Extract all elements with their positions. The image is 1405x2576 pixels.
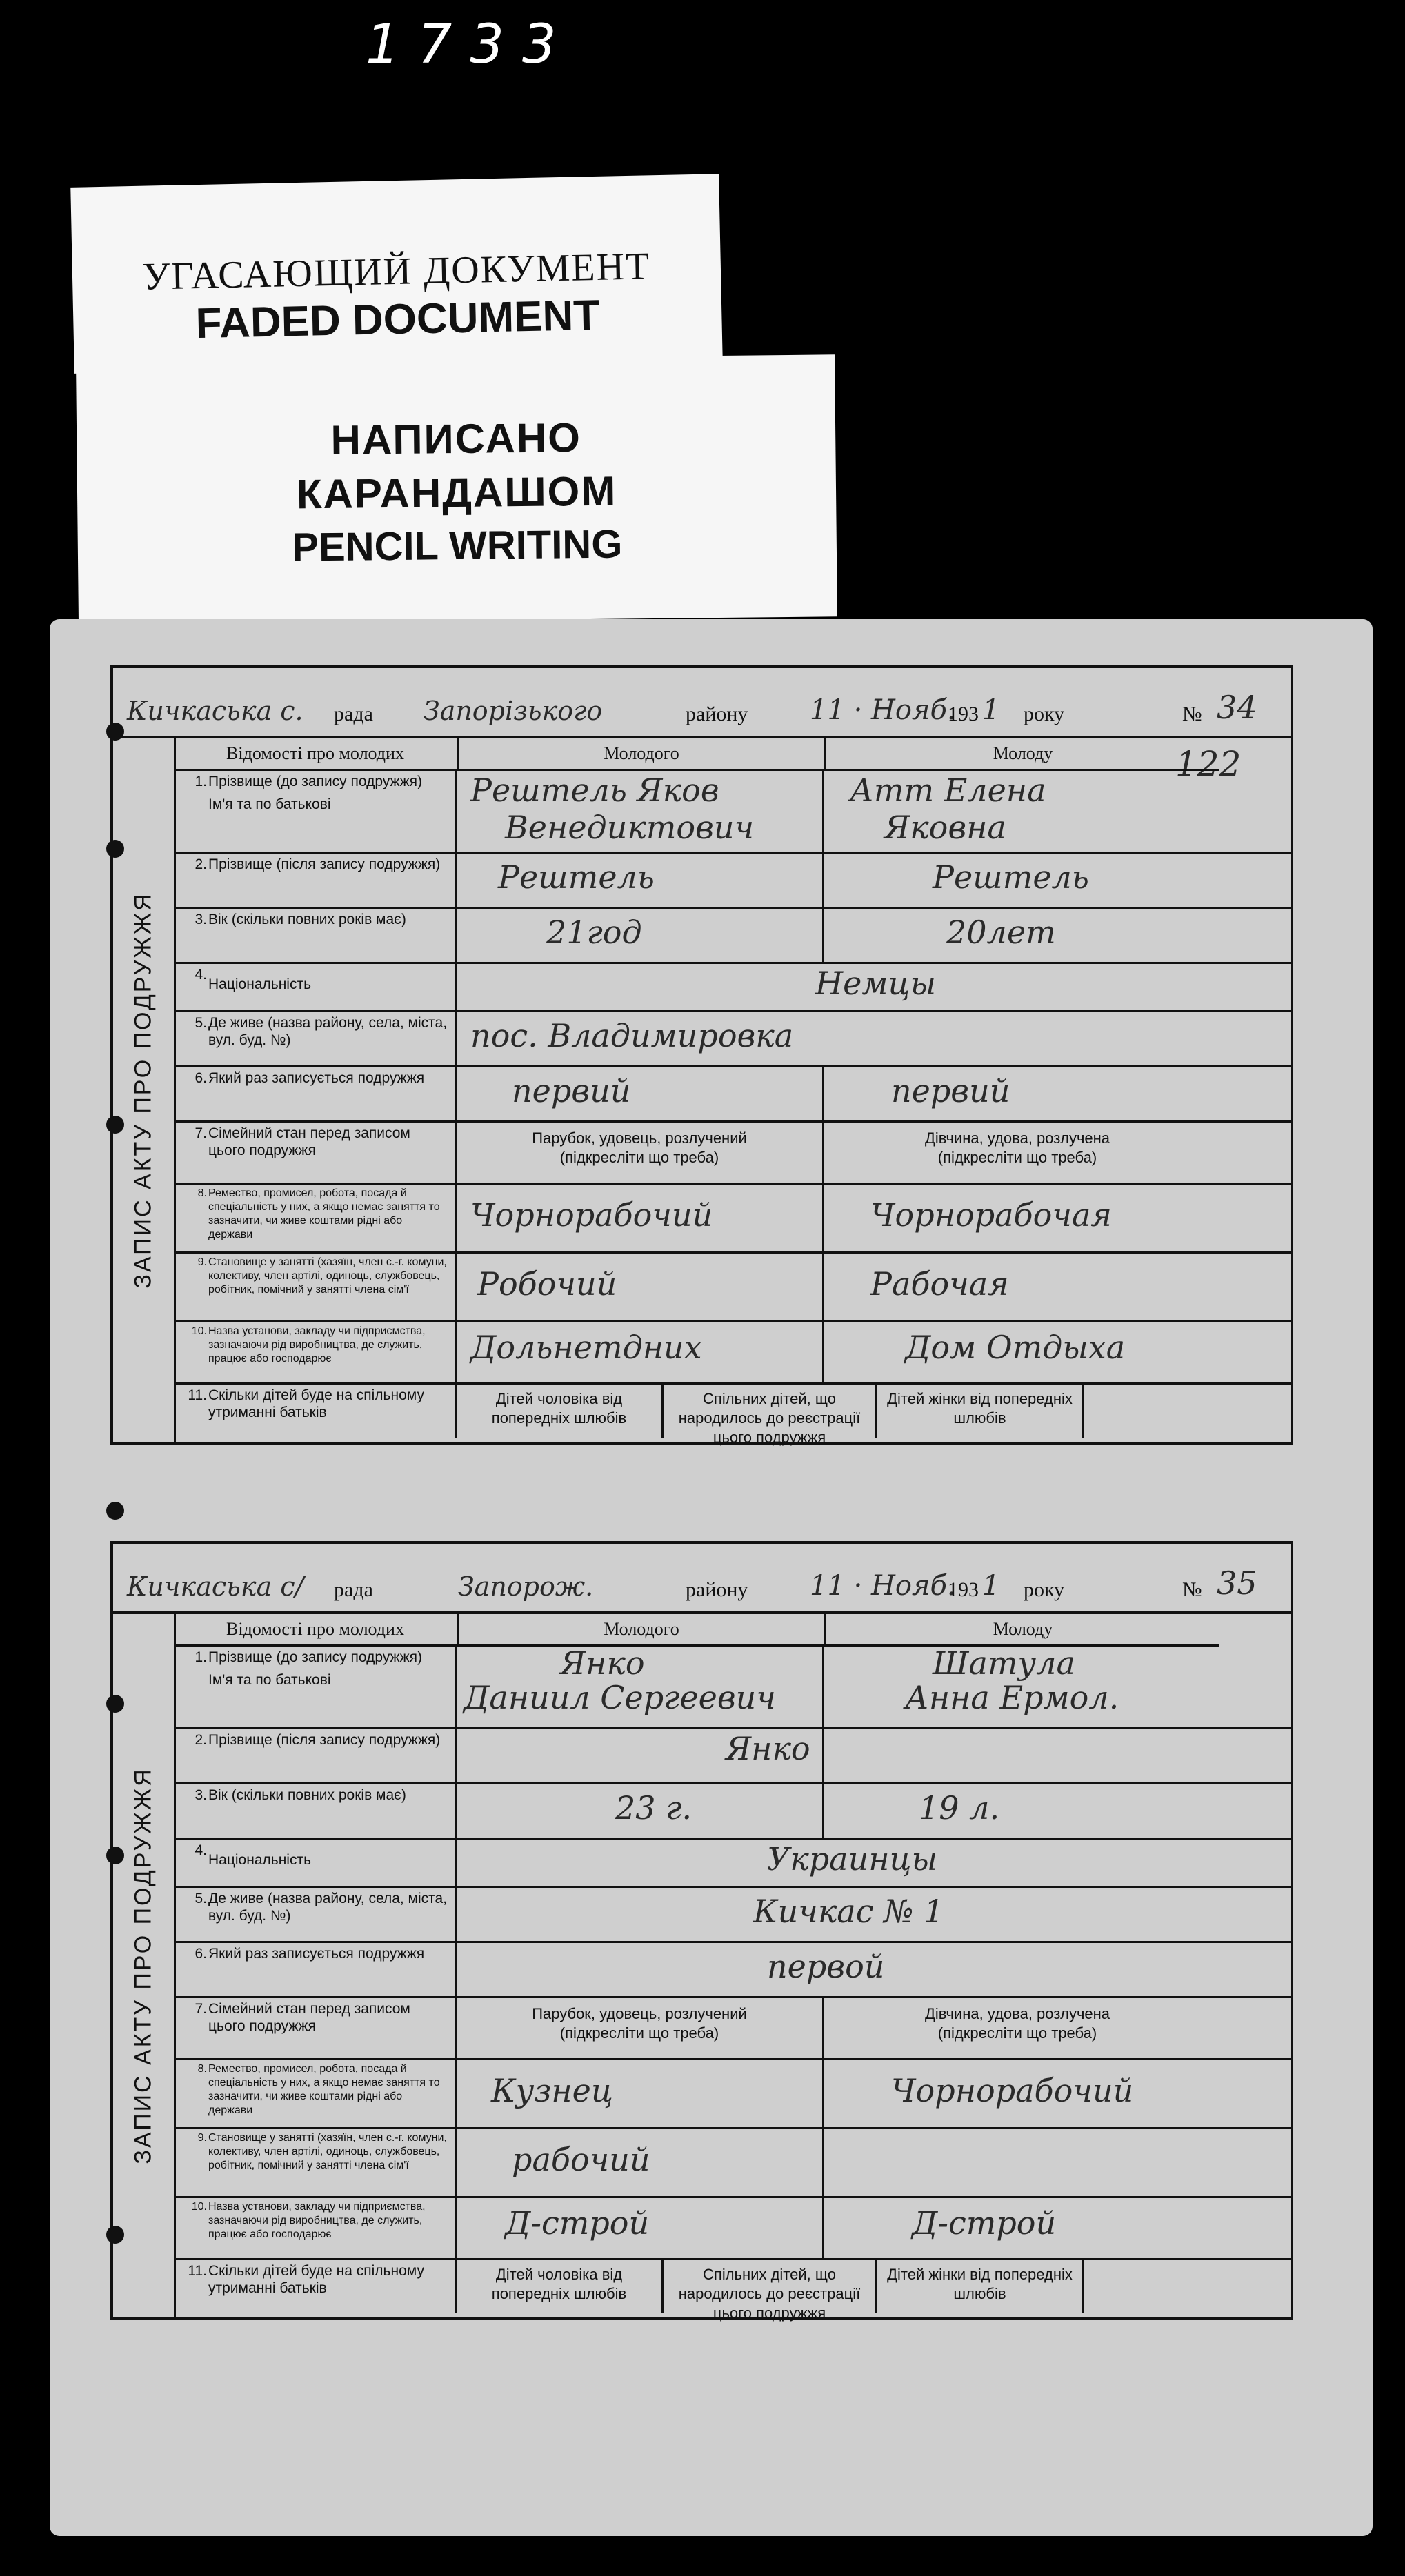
groom-surname-after: Рештель xyxy=(498,858,655,896)
q3-label: Вік (скільки повних років має) xyxy=(208,1787,406,1803)
row-8: 8. Ремество, промисел, робота, посада й спеціальність у них, а якщо немає заняття то зазначити, чи живе коштами рідні або держави Кузнец Чорнорабочий xyxy=(174,2058,1291,2129)
row-3: 3. Вік (скільки повних років має) 21год 20лет xyxy=(174,907,1291,964)
number-sign: № xyxy=(1182,1578,1202,1601)
year-digit: 1 xyxy=(982,694,1000,726)
pencil-label-en: PENCIL WRITING xyxy=(291,521,623,570)
village-council: Кичкаська с. xyxy=(127,696,303,726)
row-2: 2. Прізвище (після запису подружжя) Янко xyxy=(174,1727,1291,1784)
bride-times: первий xyxy=(891,1072,1010,1109)
q4-label: Національність xyxy=(208,976,312,992)
q2-label: Прізвище (після запису подружжя) xyxy=(208,1732,441,1748)
number-sign: № xyxy=(1182,703,1202,725)
year-label: 193 xyxy=(948,1578,979,1601)
col-info: Відомості про молодих xyxy=(174,1614,459,1647)
q8-label: Ремество, промисел, робота, посада й спеціальність у них, а якщо немає заняття то зазначити, чи живе коштами рідні або держави xyxy=(208,2063,440,2116)
q7-bride-options: Дівчина, удова, розлучена xyxy=(924,2005,1110,2022)
col-info: Відомості про молодих xyxy=(174,738,459,771)
groom-name: Даниил Сергеевич xyxy=(464,1679,776,1716)
q4-label: Національність xyxy=(208,1852,312,1868)
year-label: 193 xyxy=(948,703,979,725)
binding-hole xyxy=(106,1502,124,1520)
q1-label: Прізвище (до запису подружжя) xyxy=(208,1649,422,1665)
nationality: Украинцы xyxy=(767,1840,938,1878)
q7-groom-options: Парубок, удовець, розлучений xyxy=(532,2005,747,2022)
record-date: 11 · Нояб. xyxy=(810,694,956,726)
q1b-label: Ім'я та по батькові xyxy=(208,796,331,812)
q7-note: (підкресліти що треба) xyxy=(937,2024,1097,2042)
rada-label: рада xyxy=(334,1578,373,1601)
q7-note: (підкресліти що треба) xyxy=(559,2024,719,2042)
row-9: 9. Становище у занятті (хазяїн, член с.-г. комуни, колективу, член артілі, одиноць, службовець, робітник, помічний у занятті члена сім'ї рабочий xyxy=(174,2127,1291,2198)
groom-surname-after: Янко xyxy=(726,1730,810,1767)
district: Запорож. xyxy=(458,1571,594,1602)
row-4: 4. Національність Немцы xyxy=(174,962,1291,1012)
groom-name: Венедиктович xyxy=(505,809,755,846)
q11-a: Дітей чоловіка від попередніх шлюбів xyxy=(457,2258,664,2313)
side-title xyxy=(113,1614,176,2317)
row-4: 4. Національність Украинцы xyxy=(174,1838,1291,1888)
q2-label: Прізвище (після запису подружжя) xyxy=(208,856,441,872)
side-title-text: ЗАПИС АКТУ ПРО ПОДРУЖЖЯ xyxy=(130,892,157,1289)
q9-label: Становище у занятті (хазяїн, член с.-г. комуни, колективу, член артілі, одиноць, службовець, робітник, помічний у занятті члена сім'ї xyxy=(208,2132,447,2171)
pencil-label-ru2: КАРАНДАШОМ xyxy=(296,467,617,518)
row-7: 7. Сімейний стан перед записом цього подружжя Парубок, удовець, розлучений (підкресліти що треба) Дівчина, удова, розлучена (підкресліти що треба) xyxy=(174,1120,1291,1185)
roku-label: року xyxy=(1024,703,1065,725)
q10-label: Назва установи, закладу чи підприємства, зазначаючи рід виробництва, де служить, працює або господарює xyxy=(208,2201,426,2240)
bride-age: 19 л. xyxy=(919,1789,1000,1827)
faded-label-en: FADED DOCUMENT xyxy=(195,291,600,348)
q11-a: Дітей чоловіка від попередніх шлюбів xyxy=(457,1382,664,1438)
groom-age: 23 г. xyxy=(615,1789,692,1827)
faded-label-ru: УГАСАЮЩИЙ ДОКУМЕНТ xyxy=(142,245,651,299)
residence: Кичкас № 1 xyxy=(753,1893,944,1930)
record-table xyxy=(110,736,1293,1445)
q8-label: Ремество, промисел, робота, посада й спеціальність у них, а якщо немає заняття то зазначити, чи живе коштами рідні або держави xyxy=(208,1187,440,1240)
bride-workplace: Дом Отдыха xyxy=(905,1329,1126,1366)
nationality: Немцы xyxy=(815,965,937,1002)
row-10: 10. Назва установи, закладу чи підприємства, зазначаючи рід виробництва, де служить, працює або господарює Дольнетдних Дом Отдыха xyxy=(174,1320,1291,1385)
q7-label: Сімейний стан перед записом цього подружжя xyxy=(208,2001,410,2034)
groom-occupation: Чорнорабочий xyxy=(470,1196,713,1234)
col-groom: Молодого xyxy=(459,738,826,771)
q7-bride-options: Дівчина, удова, розлучена xyxy=(924,1129,1110,1147)
raion-label: району xyxy=(686,703,748,725)
q7-note: (підкресліти що треба) xyxy=(559,1149,719,1166)
times: первой xyxy=(767,1948,885,1985)
q7-label: Сімейний стан перед записом цього подружжя xyxy=(208,1125,410,1158)
q11-b: Спільних дітей, що народилось до реєстрації цього подружжя xyxy=(664,1382,877,1438)
groom-surname: Рештель Яков xyxy=(470,772,719,809)
bride-age: 20лет xyxy=(946,914,1056,951)
pencil-writing-label xyxy=(76,354,837,624)
pencil-label-ru1: НАПИСАНО xyxy=(330,414,582,463)
col-bride: Молоду xyxy=(826,738,1219,771)
roku-label: року xyxy=(1024,1578,1065,1601)
bride-surname-after: Рештель xyxy=(933,858,1089,896)
row-7: 7. Сімейний стан перед записом цього подружжя Парубок, удовець, розлучений (підкресліти що треба) Дівчина, удова, розлучена (підкресліти що треба) xyxy=(174,1996,1291,2060)
groom-age: 21год xyxy=(546,914,642,951)
row-11: 11. Скільки дітей буде на спільному утриманні батьків Дітей чоловіка від попередніх шлюбів Спільних дітей, що народилось до реєстрації цього подружжя Дітей жінки від попередніх шлюбів xyxy=(174,1382,1291,1438)
groom-occupation: Кузнец xyxy=(491,2072,613,2109)
q5-label: Де живе (назва району, села, міста, вул. буд. №) xyxy=(208,1891,448,1924)
bride-occupation: Чорнорабочий xyxy=(891,2072,1134,2109)
row-9: 9. Становище у занятті (хазяїн, член с.-г. комуни, колективу, член артілі, одиноць, службовець, робітник, помічний у занятті члена сім'ї Робочий Рабочая xyxy=(174,1251,1291,1322)
side-title-text: ЗАПИС АКТУ ПРО ПОДРУЖЖЯ xyxy=(130,1767,157,2164)
q6-label: Який раз записується подружжя xyxy=(208,1070,425,1086)
q7-groom-options: Парубок, удовець, розлучений xyxy=(532,1129,747,1147)
row-8: 8. Ремество, промисел, робота, посада й спеціальність у них, а якщо немає заняття то зазначити, чи живе коштами рідні або держави Чорнорабочий Чорнорабочая xyxy=(174,1183,1291,1254)
groom-workplace: Дольнетдних xyxy=(470,1329,702,1366)
record-number: 35 xyxy=(1217,1564,1257,1602)
col-groom: Молодого xyxy=(459,1614,826,1647)
row-3: 3. Вік (скільки повних років має) 23 г. 19 л. xyxy=(174,1782,1291,1840)
year-digit: 1 xyxy=(982,1570,1000,1602)
archive-number: 1733 xyxy=(366,14,575,76)
bride-surname: Атт Елена xyxy=(850,772,1046,809)
row-10: 10. Назва установи, закладу чи підприємства, зазначаючи рід виробництва, де служить, працює або господарює Д-строй Д-строй xyxy=(174,2196,1291,2260)
rada-label: рада xyxy=(334,703,373,725)
village-council: Кичкаська с/ xyxy=(127,1571,304,1602)
record-date: 11 · Нояб. xyxy=(810,1570,956,1602)
marriage-record-35 xyxy=(110,1541,1293,2320)
row-6: 6. Який раз записується подружжя первий первий xyxy=(174,1065,1291,1123)
q3-label: Вік (скільки повних років має) xyxy=(208,912,406,927)
record-table xyxy=(110,1611,1293,2320)
margin-note: 122 xyxy=(1175,744,1242,784)
col-bride: Молоду xyxy=(826,1614,1219,1647)
raion-label: району xyxy=(686,1578,748,1601)
row-5: 5. Де живе (назва району, села, міста, вул. буд. №) пос. Владимировка xyxy=(174,1010,1291,1067)
q11-c: Дітей жінки від попередніх шлюбів xyxy=(877,2258,1084,2313)
q7-note: (підкресліти що треба) xyxy=(937,1149,1097,1166)
groom-workplace: Д-строй xyxy=(505,2204,650,2242)
record-number: 34 xyxy=(1217,689,1257,726)
q6-label: Який раз записується подружжя xyxy=(208,1946,425,1962)
groom-surname: Янко xyxy=(560,1644,645,1682)
q11-c: Дітей жінки від попередніх шлюбів xyxy=(877,1382,1084,1438)
q1b-label: Ім'я та по батькові xyxy=(208,1672,331,1688)
q10-label: Назва установи, закладу чи підприємства, зазначаючи рід виробництва, де служить, працює або господарює xyxy=(208,1325,426,1365)
bride-name: Яковна xyxy=(884,809,1006,846)
bride-name: Анна Ермол. xyxy=(905,1679,1119,1716)
row-1: 1. Прізвище (до запису подружжя) Ім'я та по батькові Янко Даниил Сергеевич Шатула Анна Ермол. xyxy=(174,1644,1291,1729)
bride-occupation: Чорнорабочая xyxy=(870,1196,1112,1234)
q5-label: Де живе (назва району, села, міста, вул. буд. №) xyxy=(208,1015,448,1048)
bride-workplace: Д-строй xyxy=(912,2204,1057,2242)
row-5: 5. Де живе (назва району, села, міста, вул. буд. №) Кичкас № 1 xyxy=(174,1886,1291,1943)
row-1: 1. Прізвище (до запису подружжя) Ім'я та по батькові Рештель Яков Венедиктович Атт Елена Яковна xyxy=(174,769,1291,854)
groom-status: Робочий xyxy=(477,1265,617,1302)
marriage-record-34 xyxy=(110,665,1293,1445)
groom-status: рабочий xyxy=(512,2141,650,2178)
row-11: 11. Скільки дітей буде на спільному утриманні батьків Дітей чоловіка від попередніх шлюбів Спільних дітей, що народилось до реєстрації цього подружжя Дітей жінки від попередніх шлюбів xyxy=(174,2258,1291,2313)
q11-label: Скільки дітей буде на спільному утриманні батьків xyxy=(208,1387,424,1420)
bride-status: Рабочая xyxy=(870,1265,1009,1302)
groom-times: первий xyxy=(512,1072,631,1109)
q11-b: Спільних дітей, що народилось до реєстрації цього подружжя xyxy=(664,2258,877,2313)
q9-label: Становище у занятті (хазяїн, член с.-г. комуни, колективу, член артілі, одиноць, службовець, робітник, помічний у занятті члена сім'ї xyxy=(208,1256,447,1296)
side-title xyxy=(113,738,176,1442)
row-2: 2. Прізвище (після запису подружжя) Рештель Рештель xyxy=(174,852,1291,909)
faded-document-label xyxy=(70,174,722,374)
record-header xyxy=(110,1541,1293,1611)
bride-surname: Шатула xyxy=(933,1644,1075,1682)
row-6: 6. Який раз записується подружжя первой xyxy=(174,1941,1291,1998)
residence: пос. Владимировка xyxy=(470,1017,794,1054)
q1-label: Прізвище (до запису подружжя) xyxy=(208,774,422,789)
q11-label: Скільки дітей буде на спільному утриманні батьків xyxy=(208,2263,424,2296)
district: Запорізького xyxy=(424,696,603,726)
